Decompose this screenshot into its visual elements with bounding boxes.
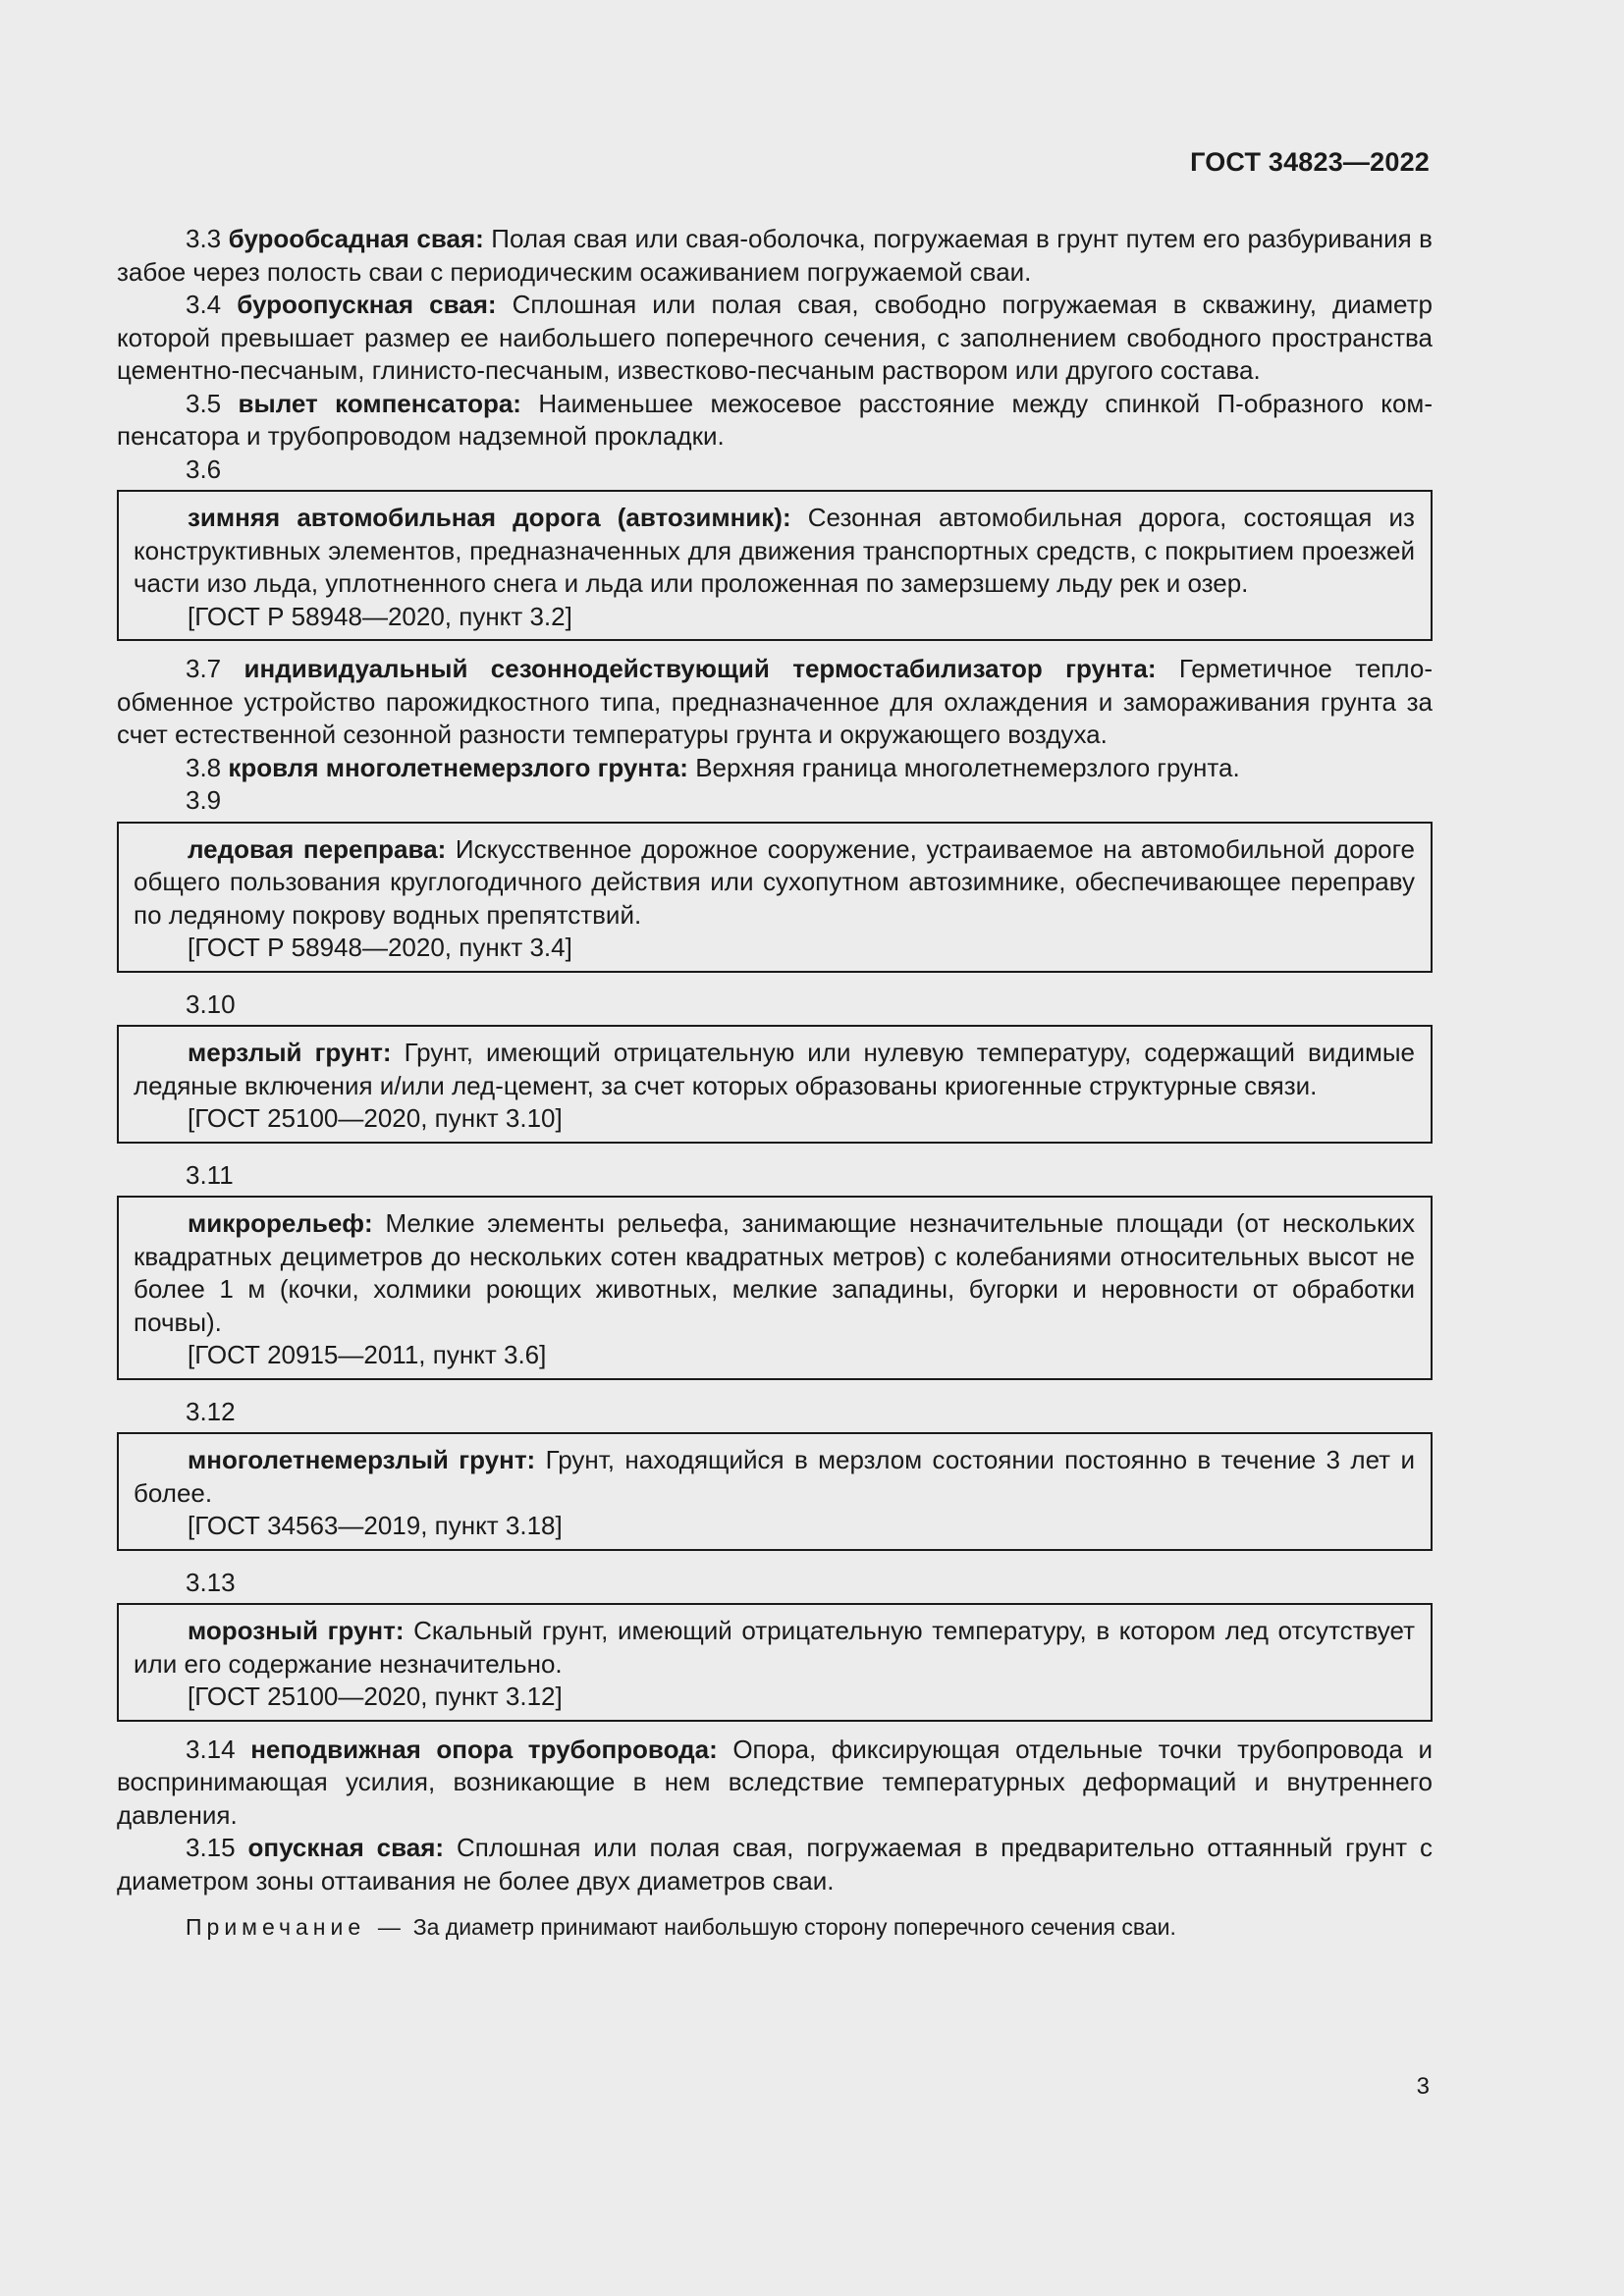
note-text: За диаметр принимают наибольшую сторону поперечного сечения сваи. [412, 1914, 1176, 1940]
term-3-3 [117, 223, 1433, 289]
term-number: 3.7 [186, 654, 222, 683]
term-3-13-box [117, 1603, 1433, 1722]
term-number: 3.6 [186, 454, 222, 484]
term-source: [ГОСТ 34563—2019, пункт 3.18] [188, 1511, 563, 1540]
note [117, 1911, 1433, 1945]
term-definition: Сезонная автомобильная дорога, состоящая из конструктивных элементов, предназначенных для движения транспортных средств, с покрытием проезжей части изо льда, уплотненного снега и льда или проложенная по замерзшему льду рек и озер. [134, 503, 1415, 598]
term-title: опускная свая: [247, 1833, 445, 1862]
term-number: 3.3 [186, 224, 222, 253]
term-3-6 [134, 502, 1415, 601]
term-source: [ГОСТ 25100—2020, пункт 3.10] [188, 1103, 563, 1133]
term-number: 3.10 [186, 988, 236, 1019]
term-3-14 [117, 1734, 1433, 1833]
term-source: [ГОСТ 25100—2020, пункт 3.12] [188, 1682, 563, 1711]
term-number: 3.8 [186, 752, 222, 782]
term-title: бурообсадная свая: [228, 224, 484, 253]
term-definition: Скальный грунт, имеющий отрицательную температуру, в котором лед отсутствует или его содержание незначительно. [134, 1616, 1416, 1679]
term-3-8 [117, 752, 1433, 785]
term-source: [ГОСТ Р 58948—2020, пункт 3.2] [188, 601, 572, 631]
term-source: [ГОСТ Р 58948—2020, пункт 3.4] [188, 933, 572, 962]
term-number: 3.15 [186, 1833, 236, 1862]
term-title: индивидуальный сезоннодействующий термостабилизатор грунта: [244, 654, 1157, 683]
term-number: 3.12 [186, 1396, 236, 1426]
term-3-10 [134, 1037, 1415, 1102]
term-number: 3.4 [186, 290, 222, 319]
page-number: 3 [1416, 2073, 1430, 2100]
term-definition: Сплошная или полая свая, погружаемая в предварительно оттаянный грунт с диаметром зоны оттаивания не более двух диаметров сваи. [117, 1833, 1433, 1896]
term-3-11-box [117, 1196, 1433, 1380]
term-3-4 [117, 289, 1433, 388]
term-3-9 [134, 833, 1415, 933]
term-definition: Герметичное теплообменное устройство парожидкостного типа, предназначенное для охлаждения и замораживания грунта за счет естественной сезонной разности температуры грунта и окружающего воздуха. [117, 654, 1433, 749]
term-3-11 [134, 1207, 1415, 1339]
term-definition: Верхняя граница многолетнемерзлого грунта. [695, 752, 1240, 782]
term-3-5 [117, 388, 1433, 454]
term-title: микрорельеф: [188, 1208, 373, 1238]
note-label: Примечание [186, 1914, 366, 1940]
term-definition: Сплошная или полая свая, свободно погружаемая в скважину, диаметр которой превышает размер ее наибольшего поперечного сечения, с заполнением свободного пространства цементно-песчаным, глинисто-песчаным, известково-песчаным раствором или другого состава. [117, 290, 1433, 385]
note-dash: — [377, 1914, 401, 1940]
term-3-12-box [117, 1432, 1433, 1551]
term-definition: Грунт, находящийся в мерзлом состоянии постоянно в течение 3 лет и более. [134, 1445, 1415, 1508]
term-3-6-box [117, 490, 1433, 641]
term-title: буроопускная свая: [237, 290, 497, 319]
term-3-7 [117, 653, 1433, 752]
document-id-header: ГОСТ 34823—2022 [1190, 147, 1430, 177]
term-source: [ГОСТ 20915—2011, пункт 3.6] [188, 1340, 547, 1369]
term-3-15 [117, 1832, 1433, 1897]
term-number: 3.5 [186, 388, 222, 418]
term-definition: Грунт, имеющий отрицательную или нулевую температуру, содержащий видимые ледяные включения и/или лед-цемент, за счет которых образованы криогенные структурные связи. [134, 1038, 1415, 1100]
term-3-13 [134, 1615, 1415, 1681]
term-3-9-box [117, 822, 1433, 973]
term-number: 3.14 [186, 1734, 236, 1764]
term-number: 3.11 [186, 1159, 234, 1190]
term-title: мерзлый грунт: [188, 1038, 392, 1067]
terms-section [117, 223, 1433, 1945]
term-title: кровля многолетнемерзлого грунта: [228, 752, 688, 782]
term-definition: Мелкие элементы рельефа, занимающие незначительные площади (от нескольких квадратных дециметров до нескольких сотен квадратных метров) с колебаниями относительных высот не более 1 м (кочки, холмики роющих животных, мелкие западины, бугорки и неровности от обработки почвы). [134, 1208, 1415, 1337]
term-title: многолетнемерзлый грунт: [188, 1445, 536, 1474]
term-title: ледовая переправа: [188, 833, 447, 864]
term-3-10-box [117, 1025, 1433, 1144]
term-number: 3.13 [186, 1567, 236, 1597]
term-3-12 [134, 1444, 1415, 1510]
term-title: неподвижная опора трубопровода: [250, 1734, 718, 1764]
term-title: зимняя автомобильная дорога (автозимник): [188, 503, 791, 532]
term-title: морозный грунт: [188, 1616, 405, 1645]
term-definition: Искусственное дорожное сооружение, устраиваемое на автомобильной дороге общего пользования круглогодичного действия или сухопутном автозимнике, обеспечивающее переправу по ледяному покрову водных препятствий. [134, 833, 1415, 930]
term-title: вылет компенсатора: [238, 388, 521, 418]
term-definition: Полая свая или свая-оболочка, погружаемая в грунт путем его разбуривания в забое через полость сваи с периодическим осаживанием погружаемой сваи. [117, 224, 1433, 287]
term-definition: Наименьшее межосевое расстояние между спинкой П-образного компенсатора и трубопроводом надземной прокладки. [117, 388, 1433, 451]
term-number: 3.9 [186, 785, 222, 815]
term-definition: Опора, фиксирующая отдельные точки трубопровода и воспринимающая усилия, возникающие в нем вследствие температурных деформаций и внутреннего давления. [117, 1734, 1433, 1830]
